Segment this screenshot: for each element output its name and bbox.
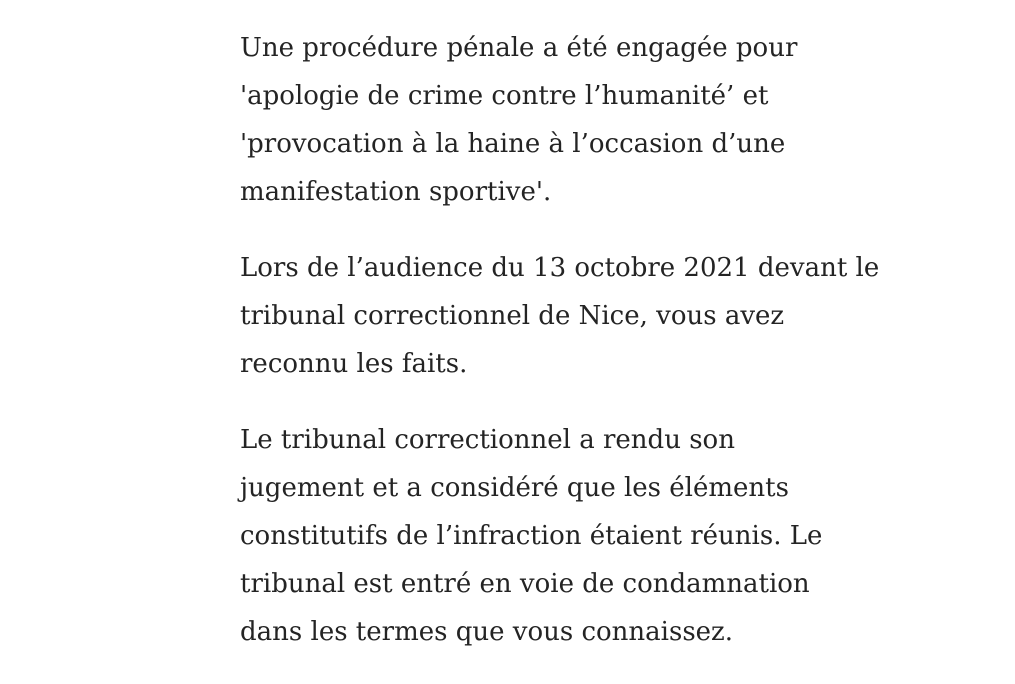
paragraph-line: manifestation sportive'.	[240, 177, 552, 207]
paragraph-line: constitutifs de l’infraction étaient réunis. Le	[240, 521, 823, 551]
paragraph-line: 'provocation à la haine à l’occasion d’une	[240, 129, 786, 159]
paragraph-line: Lors de l’audience du 13 octobre 2021 devant le	[240, 253, 880, 283]
paragraph-line: 'apologie de crime contre l’humanité’ et	[240, 81, 769, 111]
paragraph-line: reconnu les faits.	[240, 349, 468, 379]
paragraph-line: jugement et a considéré que les éléments	[240, 473, 789, 503]
paragraph-line: dans les termes que vous connaissez.	[240, 617, 734, 647]
paragraph-line: tribunal est entré en voie de condamnation	[240, 569, 810, 599]
paragraph-line: Le tribunal correctionnel a rendu son	[240, 425, 735, 455]
paragraph-procedure	[240, 24, 860, 216]
paragraph-jugement	[240, 416, 860, 656]
article-body	[240, 24, 880, 656]
paragraph-line: Une procédure pénale a été engagée pour	[240, 33, 798, 63]
paragraph-audience	[240, 244, 880, 388]
paragraph-line: tribunal correctionnel de Nice, vous avez	[240, 301, 785, 331]
